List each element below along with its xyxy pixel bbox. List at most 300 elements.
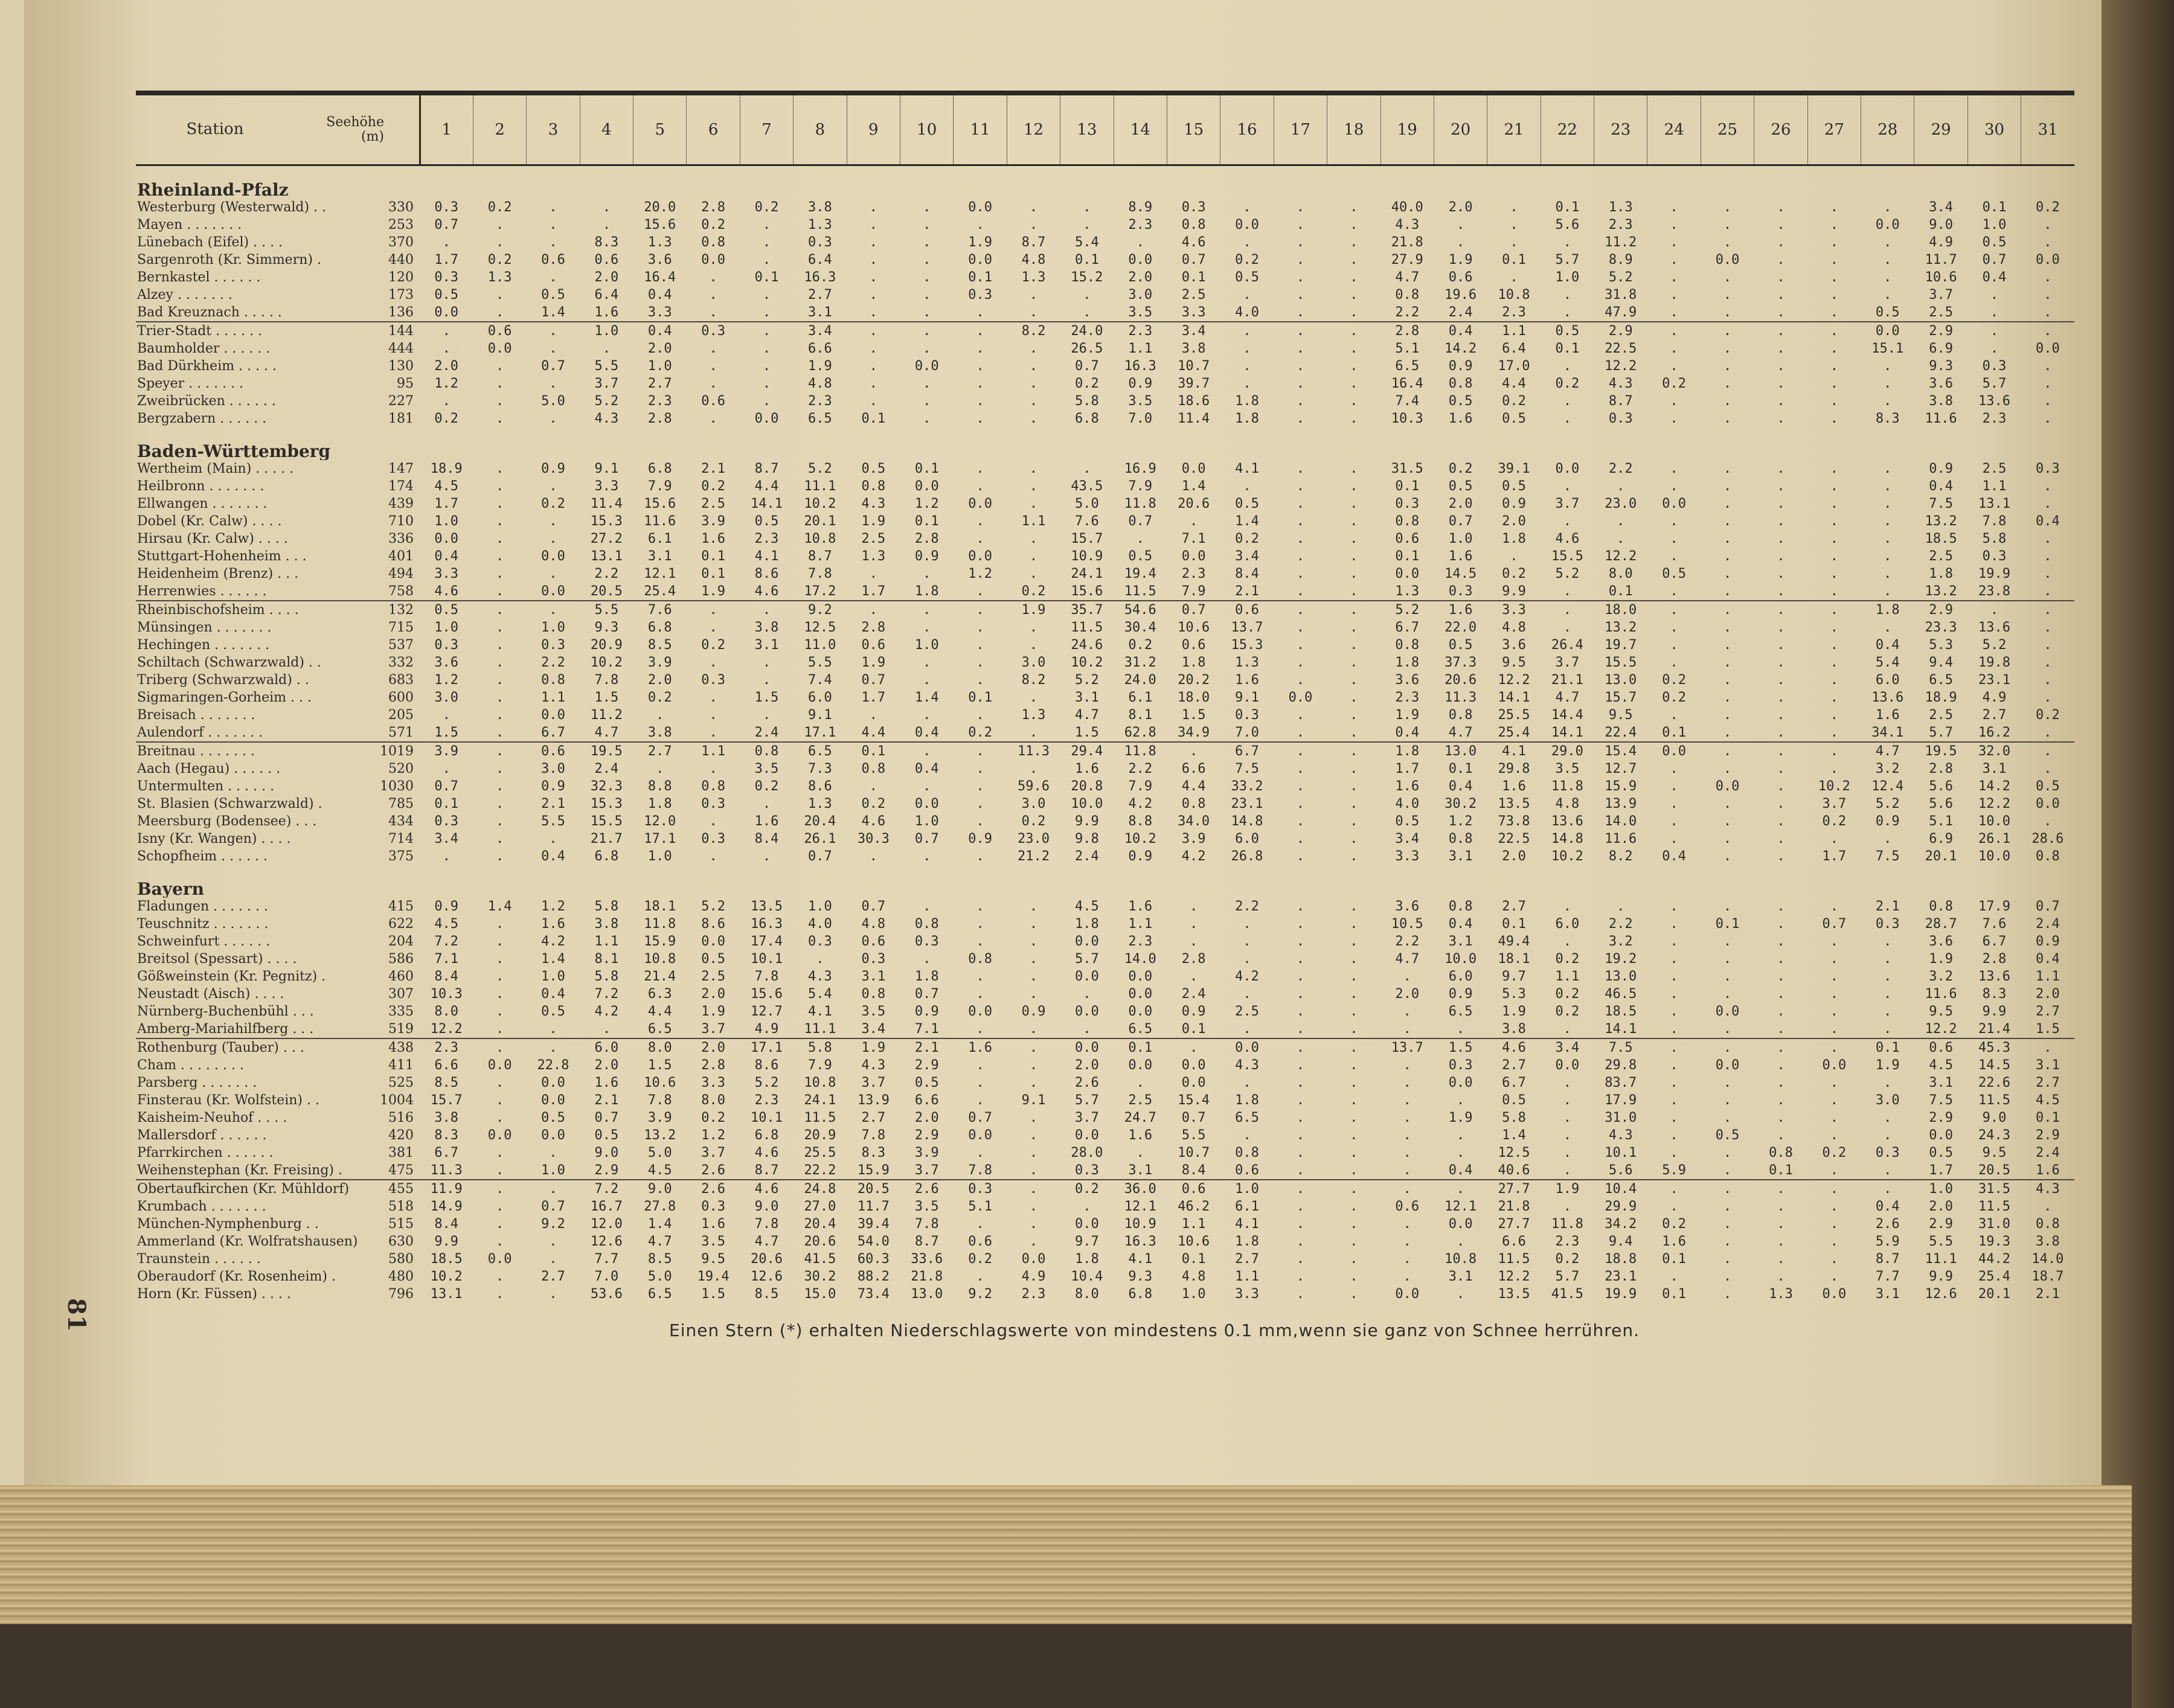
precip-value: 10.4 xyxy=(1594,1180,1647,1198)
precip-value: 2.0 xyxy=(2036,987,2060,1002)
precip-value: 0.5 xyxy=(594,1128,619,1143)
precip-value: 4.2 xyxy=(1181,849,1206,864)
precip-value: . xyxy=(1723,1217,1732,1232)
precip-value: . xyxy=(1830,899,1838,914)
precip-value: 0.7 xyxy=(1448,514,1473,529)
precip-value: 18.5 xyxy=(1605,1004,1637,1019)
precip-value: 3.1 xyxy=(1075,690,1099,705)
precip-value: . xyxy=(1403,1058,1411,1073)
station-name xyxy=(136,778,420,795)
station-elevation: 758 xyxy=(388,584,414,599)
precip-value: . xyxy=(2044,673,2052,688)
precip-value: 0.0 xyxy=(1555,1058,1580,1073)
precip-value: 0.2 xyxy=(701,638,726,653)
precip-value: 3.4 xyxy=(1395,831,1420,846)
precip-value: 1.3 xyxy=(1769,1287,1793,1302)
precip-value: . xyxy=(1670,814,1678,829)
precip-value: 3.2 xyxy=(1608,934,1633,949)
precip-value: . xyxy=(1510,270,1518,285)
precip-value: . xyxy=(1777,969,1785,984)
precip-value: . xyxy=(1723,1022,1732,1037)
precip-value: . xyxy=(1243,987,1251,1002)
precip-value: 7.4 xyxy=(1395,394,1420,409)
precip-value: . xyxy=(1350,1287,1358,1302)
precip-value: 4.7 xyxy=(1448,725,1473,740)
precip-value: 7.8 xyxy=(1982,514,2007,529)
precip-value: 20.5 xyxy=(1978,1163,2011,1178)
precip-value: 1.1 xyxy=(1128,916,1153,932)
precip-value: 19.7 xyxy=(1605,638,1637,653)
precip-value: 34.9 xyxy=(1178,725,1210,740)
precip-value: 4.7 xyxy=(647,1234,672,1249)
precip-value: . xyxy=(1830,549,1838,564)
precip-value: 8.7 xyxy=(754,461,779,476)
precip-value: 5.6 xyxy=(1555,217,1580,232)
precip-value: 2.3 xyxy=(754,531,779,546)
precip-value: . xyxy=(1083,1022,1091,1037)
precip-value: 10.1 xyxy=(751,1110,783,1125)
precip-value: 0.2 xyxy=(1021,814,1046,829)
precip-value: . xyxy=(1350,496,1358,511)
precip-value: . xyxy=(1723,1163,1732,1178)
precip-value: 12.1 xyxy=(1124,1199,1156,1214)
precip-value: 9.3 xyxy=(1128,1269,1153,1284)
day-header: 23 xyxy=(1594,93,1647,165)
precip-value: 1.6 xyxy=(954,1038,1007,1057)
precip-value: 4.0 xyxy=(1395,796,1420,811)
precip-value: . xyxy=(976,934,984,949)
precip-value: . xyxy=(1510,217,1518,232)
table-row xyxy=(136,671,2074,689)
precip-value: 1.0 xyxy=(914,638,939,653)
precip-value: 8.5 xyxy=(647,638,672,653)
precip-value: . xyxy=(762,235,771,250)
precip-value: 12.2 xyxy=(1978,796,2011,811)
precip-value: . xyxy=(1723,566,1732,581)
precip-value: 4.7 xyxy=(754,1234,779,1249)
precip-value: 14.9 xyxy=(430,1199,463,1214)
precip-value: 2.3 xyxy=(1555,1234,1580,1249)
precip-value: 0.2 xyxy=(1555,376,1580,391)
precip-value: . xyxy=(495,479,504,494)
precip-value: 3.0 xyxy=(1875,1093,1900,1108)
precip-value: 0.2 xyxy=(2036,200,2060,215)
precip-value: . xyxy=(1967,601,2021,619)
table-row xyxy=(136,1144,2074,1162)
precip-value: 6.6 xyxy=(808,341,832,356)
precip-value: . xyxy=(1296,496,1305,511)
precip-value: . xyxy=(1563,359,1572,374)
precip-value: . xyxy=(1350,1269,1358,1284)
precip-value: 1.8 xyxy=(1861,601,1914,619)
precip-value: . xyxy=(1350,341,1358,356)
precip-value: 1.8 xyxy=(1075,916,1099,932)
precip-value: . xyxy=(495,831,504,846)
day-header: 21 xyxy=(1487,93,1541,165)
precip-value: . xyxy=(1670,1145,1678,1160)
precip-value: 8.7 xyxy=(808,549,832,564)
station-elevation: 204 xyxy=(388,934,414,949)
precip-value: . xyxy=(495,638,504,653)
precip-value: . xyxy=(1830,690,1838,705)
precip-value: 2.9 xyxy=(1594,322,1647,340)
precip-value: 12.6 xyxy=(751,1269,783,1284)
precip-value: 4.5 xyxy=(2036,1093,2060,1108)
precip-value: . xyxy=(900,742,954,760)
precip-value: . xyxy=(1190,899,1198,914)
precip-value: . xyxy=(923,305,931,320)
precip-value: 0.2 xyxy=(1555,1004,1580,1019)
station-elevation: 1004 xyxy=(380,1093,414,1108)
precip-value: 0.0 xyxy=(914,796,939,811)
precip-value: 3.7 xyxy=(1555,496,1580,511)
precip-value: . xyxy=(1350,796,1358,811)
precip-value: 19.8 xyxy=(1978,655,2011,670)
precip-value: . xyxy=(1670,1004,1678,1019)
precip-value: 3.6 xyxy=(1929,934,1953,949)
precip-value: . xyxy=(1830,1252,1838,1267)
precip-value: . xyxy=(1029,690,1038,705)
precip-value: 18.9 xyxy=(430,461,463,476)
precip-value: 0.7 xyxy=(914,987,939,1002)
precip-value: 43.5 xyxy=(1071,479,1103,494)
precip-value: . xyxy=(1670,708,1678,723)
table-row xyxy=(136,601,2074,619)
precip-value: 0.2 xyxy=(1555,952,1580,967)
precip-value: . xyxy=(869,566,877,581)
precip-value: 2.3 xyxy=(1608,217,1633,232)
precip-value: . xyxy=(1670,1199,1678,1214)
precip-value: 21.4 xyxy=(644,969,676,984)
precip-value: 0.4 xyxy=(914,725,939,740)
precip-value: . xyxy=(1327,742,1380,760)
precip-value: . xyxy=(900,601,954,619)
precip-value: 0.3 xyxy=(1875,916,1900,932)
precip-value: . xyxy=(869,376,877,391)
station-name-text: Fladungen . . . . . . . xyxy=(137,899,269,914)
precip-value: . xyxy=(976,1075,984,1090)
precip-value: . xyxy=(1403,1234,1411,1249)
precip-value: . xyxy=(1670,761,1678,776)
precip-value: 0.0 xyxy=(541,584,565,599)
precip-value: 11.3 xyxy=(1445,690,1477,705)
precip-value: 5.0 xyxy=(647,1269,672,1284)
precip-value: 30.4 xyxy=(1124,620,1156,635)
precip-value: . xyxy=(1350,969,1358,984)
precip-value: 5.2 xyxy=(1075,673,1099,688)
precip-value: 9.0 xyxy=(754,1199,779,1214)
precip-value: 8.3 xyxy=(1982,987,2007,1002)
precip-value: . xyxy=(527,601,580,619)
precip-value: . xyxy=(495,849,504,864)
precip-value: 13.5 xyxy=(751,899,783,914)
precip-value: 0.1 xyxy=(1502,916,1526,932)
precip-value: . xyxy=(1723,1269,1732,1284)
precip-value: . xyxy=(1777,673,1785,688)
precip-value: 34.1 xyxy=(1871,725,1904,740)
precip-value: 5.4 xyxy=(1075,235,1099,250)
precip-value: 0.0 xyxy=(1662,496,1687,511)
precip-value: . xyxy=(1190,514,1198,529)
precip-value: 26.1 xyxy=(804,831,836,846)
precip-value: 0.0 xyxy=(1555,461,1580,476)
precip-value: 3.7 xyxy=(914,1163,939,1178)
precip-value: 2.7 xyxy=(861,1110,886,1125)
station-name-text: Hechingen . . . . . . . xyxy=(137,638,270,653)
precip-value: . xyxy=(869,305,877,320)
precip-value: 6.5 xyxy=(1448,1004,1473,1019)
precip-value: 2.9 xyxy=(2036,1128,2060,1143)
precip-value: 6.0 xyxy=(808,690,832,705)
region-title: Bayern xyxy=(137,879,205,898)
precip-value: . xyxy=(1723,305,1732,320)
precip-value: . xyxy=(1617,531,1625,546)
precip-value: . xyxy=(1884,969,1892,984)
precip-value: 0.4 xyxy=(914,761,939,776)
precip-value: 4.6 xyxy=(754,1145,779,1160)
precip-value: 2.0 xyxy=(1929,1199,1953,1214)
precip-value: 4.3 xyxy=(594,411,619,426)
precip-value: 11.2 xyxy=(590,708,623,723)
precip-value: 10.7 xyxy=(1178,1145,1210,1160)
precip-value: . xyxy=(1029,1163,1038,1178)
table-row xyxy=(136,1092,2074,1109)
precip-value: 6.3 xyxy=(647,987,672,1002)
precip-value: 1.9 xyxy=(1875,1058,1900,1073)
precip-value: 1.9 xyxy=(1007,601,1060,619)
precip-value: 1.8 xyxy=(647,796,672,811)
precip-value: . xyxy=(1777,305,1785,320)
precip-value: . xyxy=(1884,376,1892,391)
precip-value: 2.8 xyxy=(861,620,886,635)
precip-value: . xyxy=(976,531,984,546)
precip-value: . xyxy=(495,916,504,932)
precip-value: 11.5 xyxy=(1071,620,1103,635)
precip-value: 5.5 xyxy=(808,655,832,670)
station-name xyxy=(136,1180,420,1198)
precip-value: 7.5 xyxy=(1875,849,1900,864)
precip-value: 0.4 xyxy=(1875,638,1900,653)
precip-value: 1.1 xyxy=(1487,322,1541,340)
precip-value: 5.1 xyxy=(1395,341,1420,356)
precip-value: . xyxy=(1350,1110,1358,1125)
station-name xyxy=(136,933,420,950)
precip-value: . xyxy=(923,341,931,356)
precip-value: . xyxy=(1296,620,1305,635)
precip-value: 14.1 xyxy=(1605,1022,1637,1037)
precip-value: 0.0 xyxy=(1448,1217,1473,1232)
precip-value: 5.5 xyxy=(541,814,565,829)
precip-value: . xyxy=(740,322,793,340)
precip-value: . xyxy=(1830,411,1838,426)
precip-value: 1.3 xyxy=(1235,655,1259,670)
precip-value: 0.3 xyxy=(1875,1145,1900,1160)
precip-value: 0.8 xyxy=(1395,514,1420,529)
precip-value: 13.6 xyxy=(1978,394,2011,409)
precip-value: . xyxy=(2044,761,2052,776)
precip-value: 6.6 xyxy=(1502,1234,1526,1249)
precip-value: 49.4 xyxy=(1498,934,1530,949)
precip-value: 0.5 xyxy=(1395,814,1420,829)
precip-value: . xyxy=(976,359,984,374)
station-name xyxy=(136,269,420,286)
precip-value: 3.3 xyxy=(434,566,459,581)
precip-value: 15.7 xyxy=(430,1093,463,1108)
precip-value: . xyxy=(1830,638,1838,653)
precip-value: 4.6 xyxy=(1181,235,1206,250)
precip-value: 7.2 xyxy=(580,1180,633,1198)
precip-value: 0.3 xyxy=(2036,461,2060,476)
precip-value: . xyxy=(1350,461,1358,476)
precip-value: 0.1 xyxy=(701,566,726,581)
precip-value: 8.5 xyxy=(754,1287,779,1302)
station-name xyxy=(136,1215,420,1233)
precip-value: 29.4 xyxy=(1060,742,1114,760)
precip-value: . xyxy=(1670,916,1678,932)
precip-value: . xyxy=(709,708,717,723)
precip-value: . xyxy=(1723,952,1732,967)
precip-value: 3.1 xyxy=(1929,1075,1953,1090)
precip-value: 0.1 xyxy=(914,514,939,529)
precip-value: 10.4 xyxy=(1071,1269,1103,1284)
precip-value: 0.6 xyxy=(968,1234,992,1249)
precip-value: 8.3 xyxy=(1875,411,1900,426)
precip-value: 6.0 xyxy=(580,1038,633,1057)
precip-value: 3.1 xyxy=(808,305,832,320)
precip-value: . xyxy=(495,934,504,949)
precip-value: . xyxy=(1510,200,1518,215)
precip-value: 36.0 xyxy=(1114,1180,1167,1198)
precip-value: 2.5 xyxy=(1235,1004,1259,1019)
precip-value: . xyxy=(1274,322,1327,340)
precip-value: . xyxy=(1007,1038,1060,1057)
precip-value: . xyxy=(762,252,771,267)
precip-value: . xyxy=(1403,1110,1411,1125)
precip-value: 4.1 xyxy=(1235,461,1259,476)
precip-value: . xyxy=(1029,1110,1038,1125)
precip-value: 0.9 xyxy=(914,549,939,564)
precip-value: . xyxy=(495,761,504,776)
precip-value: 19.6 xyxy=(1445,287,1477,302)
precip-value: 16.9 xyxy=(1124,461,1156,476)
precip-value: . xyxy=(1029,916,1038,932)
precip-value: 8.4 xyxy=(1181,1163,1206,1178)
station-name-text: Speyer . . . . . . . xyxy=(137,376,244,391)
precip-value: 3.1 xyxy=(1982,761,2007,776)
precip-value: . xyxy=(1884,1022,1892,1037)
precip-value: 9.9 xyxy=(1982,1004,2007,1019)
station-name-text: Lünebach (Eifel) . . . . xyxy=(137,235,283,250)
precip-value: . xyxy=(1723,987,1732,1002)
precip-value: . xyxy=(1403,1217,1411,1232)
station-name-text: Sargenroth (Kr. Simmern) . xyxy=(137,252,321,267)
precip-value: . xyxy=(1777,394,1785,409)
precip-value: 5.3 xyxy=(1929,638,1953,653)
precip-value: 2.3 xyxy=(1128,934,1153,949)
precip-value: 17.1 xyxy=(644,831,676,846)
precip-value: 1.7 xyxy=(1929,1163,1953,1178)
station-elevation: 1019 xyxy=(380,744,414,759)
precip-value: 0.7 xyxy=(1982,252,2007,267)
precip-value: 2.0 xyxy=(687,1038,740,1057)
precip-value: 16.4 xyxy=(1391,376,1423,391)
precip-value: 0.0 xyxy=(1220,1038,1274,1057)
station-name-text: Stuttgart-Hohenheim . . . xyxy=(137,549,307,564)
precip-value: 9.1 xyxy=(1235,690,1259,705)
precip-value: . xyxy=(1327,322,1380,340)
station-name xyxy=(136,1268,420,1285)
precip-value: 0.1 xyxy=(2036,1110,2060,1125)
precip-value: . xyxy=(976,479,984,494)
precip-value: . xyxy=(1670,934,1678,949)
precip-value: 30.2 xyxy=(1445,796,1477,811)
precip-value: . xyxy=(1296,287,1305,302)
precip-value: 13.1 xyxy=(430,1287,463,1302)
precip-value: . xyxy=(495,514,504,529)
precip-value: 0.0 xyxy=(487,1128,512,1143)
precip-value: . xyxy=(1190,934,1198,949)
precip-value: . xyxy=(527,322,580,340)
station-elevation: 439 xyxy=(388,496,414,511)
precip-value: . xyxy=(1830,761,1838,776)
precip-value: 1.2 xyxy=(914,496,939,511)
precip-value: 1.6 xyxy=(754,814,779,829)
precip-value: . xyxy=(495,531,504,546)
precip-value: 0.2 xyxy=(861,796,886,811)
precip-value: 6.9 xyxy=(1929,341,1953,356)
precip-value: 9.4 xyxy=(1608,1234,1633,1249)
precip-value: 10.7 xyxy=(1178,359,1210,374)
precip-value: 2.4 xyxy=(2036,1145,2060,1160)
station-name-text: Meersburg (Bodensee) . . . xyxy=(137,814,317,829)
precip-value: 20.9 xyxy=(590,638,623,653)
precip-value: 26.8 xyxy=(1231,849,1263,864)
station-name-text: Westerburg (Westerwald) . . xyxy=(137,200,327,215)
precip-value: 0.4 xyxy=(1448,1163,1473,1178)
precip-value: 0.4 xyxy=(1448,779,1473,794)
precip-value: 2.4 xyxy=(2036,916,2060,932)
precip-value: . xyxy=(1777,479,1785,494)
precip-value: 0.1 xyxy=(754,270,779,285)
precip-value: . xyxy=(1830,394,1838,409)
precip-value: 30.3 xyxy=(857,831,890,846)
precip-value: 0.2 xyxy=(1662,690,1687,705)
precip-value: . xyxy=(1029,200,1038,215)
precip-value: 2.3 xyxy=(1181,566,1206,581)
table-row xyxy=(136,760,2074,778)
precip-value: 15.7 xyxy=(1605,690,1637,705)
precip-value: . xyxy=(1350,394,1358,409)
precip-value: . xyxy=(1243,359,1251,374)
station-name xyxy=(136,1020,420,1038)
station-name xyxy=(136,1144,420,1162)
precip-value: . xyxy=(602,1022,611,1037)
precip-value: 0.0 xyxy=(1647,742,1701,760)
precip-value: . xyxy=(1296,549,1305,564)
precip-value: 31.5 xyxy=(1391,461,1423,476)
precip-value: 3.6 xyxy=(1395,899,1420,914)
precip-value: 0.0 xyxy=(1060,1038,1114,1057)
precip-value: 0.7 xyxy=(861,673,886,688)
precip-value: 4.4 xyxy=(861,725,886,740)
precip-value: 12.6 xyxy=(590,1234,623,1249)
station-name-text: Rheinbischofsheim . . . . xyxy=(137,603,299,618)
precip-value: . xyxy=(1777,1199,1785,1214)
precip-value: 2.3 xyxy=(1502,305,1526,320)
precip-value: 6.0 xyxy=(1875,673,1900,688)
station-elevation: 411 xyxy=(388,1058,414,1073)
precip-value: . xyxy=(1723,376,1732,391)
